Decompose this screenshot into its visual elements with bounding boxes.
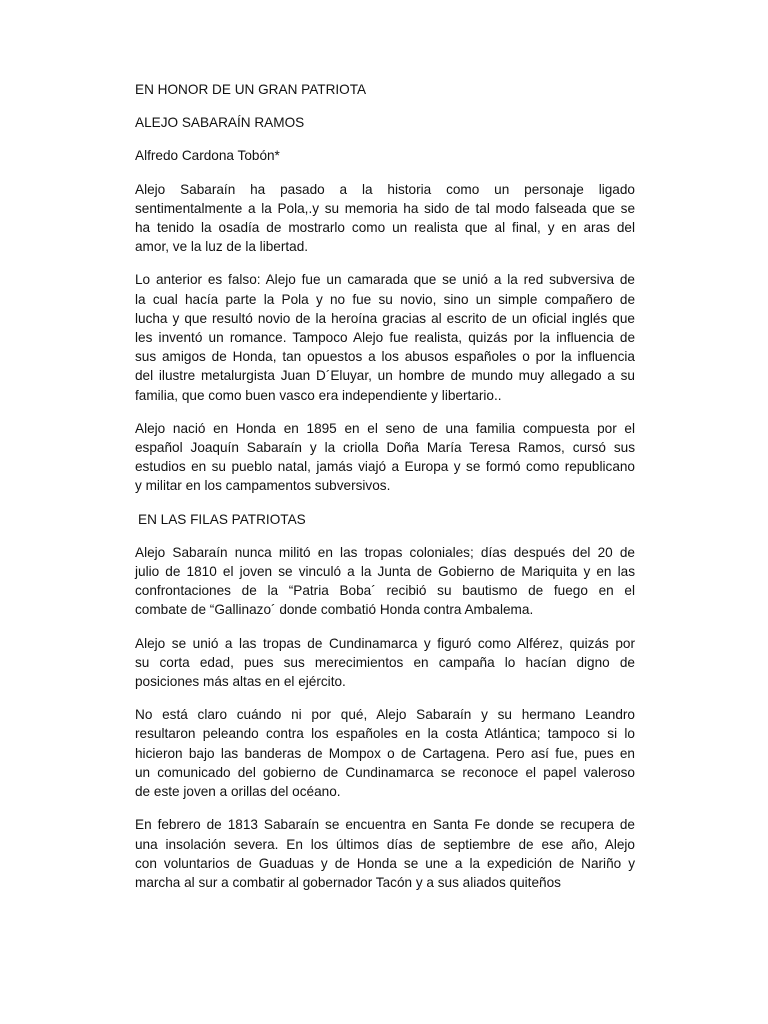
paragraph-line: la cual hacía parte la Pola y no fue su novio, sino un simple compañero de xyxy=(135,291,635,307)
paragraph-line: sentimentalmente a la Pola,.y su memoria ha sido de tal modo falseada que se xyxy=(135,200,635,216)
document-subtitle: ALEJO SABARAÍN RAMOS xyxy=(135,115,305,131)
paragraph-line: ha tenido la osadía de mostrarlo como un realista que al final, y en aras del xyxy=(135,220,635,236)
paragraph xyxy=(135,815,635,892)
paragraph-line: julio de 1810 el joven se vinculó a la Junta de Gobierno de Mariquita y en las xyxy=(135,564,635,580)
paragraph-line: un comunicado del gobierno de Cundinamarca se reconoce el papel valeroso xyxy=(135,764,635,780)
paragraph-line: Lo anterior es falso: Alejo fue un camarada que se unió a la red subversiva de xyxy=(135,272,635,288)
paragraph-line: amor, ve la luz de la libertad. xyxy=(135,239,309,255)
paragraph-line: combate de “Gallinazo´ donde combatió Honda contra Ambalema. xyxy=(135,602,534,618)
paragraph-line: familia, que como buen vasco era independiente y libertario.. xyxy=(135,387,502,403)
paragraph-line: En febrero de 1813 Sabaraín se encuentra en Santa Fe donde se recupera de xyxy=(135,817,635,833)
paragraph-line: confrontaciones de la “Patria Boba´ recibió su bautismo de fuego en el xyxy=(135,583,635,599)
paragraph xyxy=(135,180,635,257)
paragraph-line: Alejo Sabaraín nunca militó en las tropas coloniales; días después del 20 de xyxy=(135,544,635,560)
section-heading: EN LAS FILAS PATRIOTAS xyxy=(138,511,306,527)
paragraph-line: Alejo Sabaraín ha pasado a la historia como un personaje ligado xyxy=(135,181,635,197)
paragraph-line: una insolación severa. En los últimos días de septiembre de ese año, Alejo xyxy=(135,836,635,852)
paragraph-line: de este joven a orillas del océano. xyxy=(135,784,341,800)
paragraph-line: les inventó un romance. Tampoco Alejo fue realista, quizás por la influencia de xyxy=(135,330,635,346)
section-paragraphs xyxy=(135,543,635,892)
paragraph-line: resultaron peleando contra los españoles en la costa Atlántica; tampoco si lo xyxy=(135,726,635,742)
paragraph xyxy=(135,543,635,620)
paragraph-line: No está claro cuándo ni por qué, Alejo Sabaraín y su hermano Leandro xyxy=(135,707,635,723)
paragraph-line: estudios en su pueblo natal, jamás viajó a Europa y se formó como republicano xyxy=(135,459,635,475)
paragraph-line: marcha al sur a combatir al gobernador Tacón y a sus aliados quiteños xyxy=(135,874,561,890)
paragraph-line: su corta edad, pues sus merecimientos en campaña lo hacían digno de xyxy=(135,654,635,670)
paragraph-line: español Joaquín Sabaraín y la criolla Doña María Teresa Ramos, cursó sus xyxy=(135,440,635,456)
paragraph-line: posiciones más altas en el ejército. xyxy=(135,674,346,690)
document-title: EN HONOR DE UN GRAN PATRIOTA xyxy=(135,82,367,97)
paragraph xyxy=(135,705,635,801)
paragraph-line: con voluntarios de Guaduas y de Honda se une a la expedición de Nariño y xyxy=(135,855,635,871)
paragraph-line: del ilustre metalurgista Juan D´Eluyar, un hombre de mundo muy allegado a su xyxy=(135,368,635,384)
paragraph xyxy=(135,419,635,496)
document-author: Alfredo Cardona Tobón* xyxy=(135,148,280,164)
paragraph-line: Alejo nació en Honda en 1895 en el seno de una familia compuesta por el xyxy=(135,420,635,436)
paragraph-line: lucha y que resultó novio de la heroína gracias al escrito de un oficial inglés que xyxy=(135,310,635,326)
paragraph xyxy=(135,270,635,404)
paragraph-line: Alejo se unió a las tropas de Cundinamarca y figuró como Alférez, quizás por xyxy=(135,635,635,651)
paragraph-line: hicieron bajo las banderas de Mompox o de Cartagena. Pero así fue, pues en xyxy=(135,745,635,761)
paragraph-line: sus amigos de Honda, tan opuestos a los abusos españoles o por la influencia xyxy=(135,349,635,365)
document-page xyxy=(135,80,635,906)
intro-paragraphs xyxy=(135,180,635,496)
paragraph-line: y militar en los campamentos subversivos. xyxy=(135,478,391,494)
paragraph xyxy=(135,634,635,692)
